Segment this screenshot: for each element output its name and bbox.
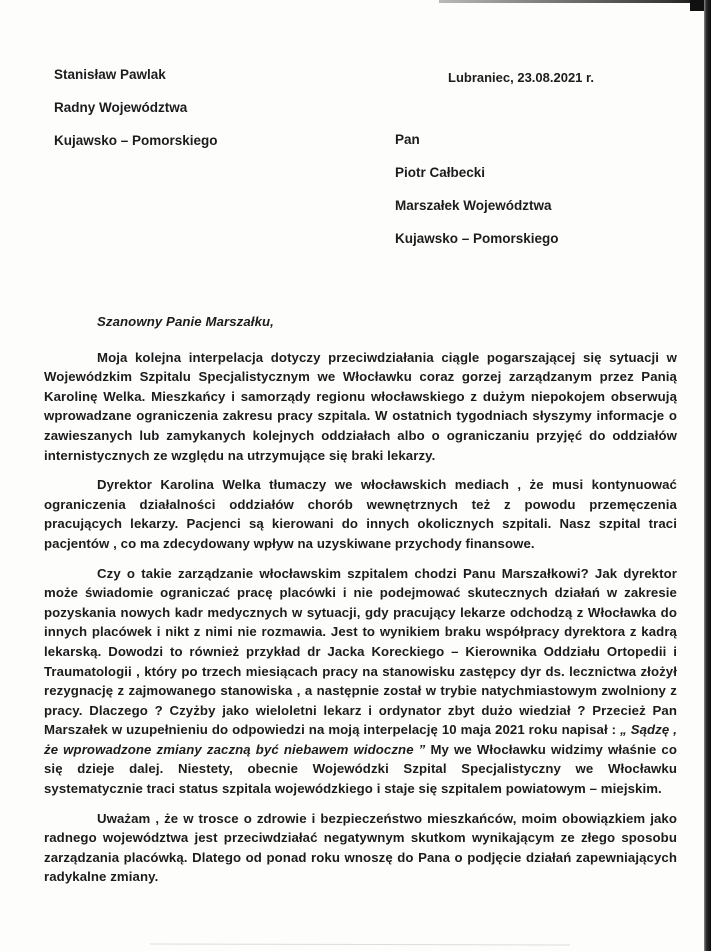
paragraph-3-text-after-quote: My we Włocławku widzimy właśnie co się dzieje dalej. Niestety, obecnie Wojewódzki Szpital Specjalistyczny we Włocławku systematycznie traci status szpitala wojewódzkiego i staje się szpitalem powiatowym – miejskim. — [44, 741, 677, 797]
dateline: Lubraniec, 23.08.2021 r. — [448, 70, 594, 85]
sender-title-line2: Kujawsko – Pomorskiego — [54, 133, 218, 148]
recipient-block — [395, 133, 559, 265]
letter-body — [44, 312, 677, 897]
recipient-title-line1: Marszałek Województwa — [395, 198, 552, 213]
sender-title-line1: Radny Województwa — [54, 100, 188, 115]
paragraph-3 — [44, 564, 677, 799]
scan-artifact-right-edge — [704, 0, 711, 951]
paragraph-2: Dyrektor Karolina Welka tłumaczy we włocławskich mediach , że musi kontynuować ograniczenia działalności oddziałów chorób wewnętrznych też z powodu przemęczenia pracujących lekarzy. Pacjenci są kierowani do innych okolicznych szpitali. Nasz szpital traci pacjentów , co ma zdecydowany wpływ na uzyskiwane przychody finansowe. — [44, 477, 677, 551]
scan-artifact-top-edge — [439, 0, 704, 3]
paragraph-3-quoted-reply: „ Sądzę , że wprowadzone zmiany zaczną być niebawem widoczne ” — [44, 722, 677, 757]
recipient-salutation-prefix: Pan — [395, 132, 420, 147]
sender-block — [54, 68, 218, 167]
paragraph-3-text-before-quote: Czy o takie zarządzanie włocławskim szpitalem chodzi Panu Marszałkowi? Jak dyrektor może świadomie ograniczać pracę placówki i nie podejmować skutecznych działań w zakresie pozyskania nowych kadr medycznych w sytuacji, gdy pracujący lekarze odchodzą z Włocławka do innych placówek i nikt z nimi nie rozmawia. Jest to wynikiem braku współpracy dyrektora z kadrą lekarską. Dowodzi to również przykład dr Jacka Koreckiego – Kierownika Oddziału Ortopedii i Traumatologii , który po trzech miesiącach pracy na stanowisku zastępcy dyr ds. lecznictwa złożył rezygnację z zajmowanego stanowiska , a następnie został w trybie natychmiastowym zwolniony z pracy. Dlaczego ? Czyżby jako wieloletni lekarz i ordynator zbyt dużo wiedział ? Przecież Pan Marszałek w uzupełnieniu do odpowiedzi na moją interpelację 10 maja 2021 roku napisał : — [44, 565, 677, 738]
paragraph-1: Moja kolejna interpelacja dotyczy przeciwdziałania ciągle pogarszającej się sytuacji w Wojewódzkim Szpitalu Specjalistycznym we Włocławku coraz gorzej zarządzanym przez Panią Karolinę Welka. Mieszkańcy i samorządy regionu włocławskiego z dużym niepokojem obserwują wprowadzane ograniczenia zakresu pracy szpitala. W ostatnich tygodniach słyszymy informacje o zawieszanych lub zamykanych kolejnych oddziałach albo o ograniczaniu przyjęć do oddziałów internistycznych ze względu na utrzymujące się braki lekarzy. — [44, 349, 677, 463]
paragraph-4: Uważam , że w trosce o zdrowie i bezpieczeństwo mieszkańców, moim obowiązkiem jako radnego województwa jest przeciwdziałać negatywnym skutkom wynikającym ze złego sposobu zarządzania placówką. Dlatego od ponad roku wnoszę do Pana o podjęcie działań zapewniających radykalne zmiany. — [44, 810, 677, 885]
sender-name: Stanisław Pawlak — [54, 67, 166, 82]
scan-artifact-bottom-smudge — [150, 943, 570, 945]
salutation: Szanowny Panie Marszałku, — [97, 314, 274, 329]
scan-artifact-corner-blot — [690, 0, 704, 11]
recipient-name: Piotr Całbecki — [395, 165, 486, 180]
recipient-title-line2: Kujawsko – Pomorskiego — [395, 231, 559, 246]
